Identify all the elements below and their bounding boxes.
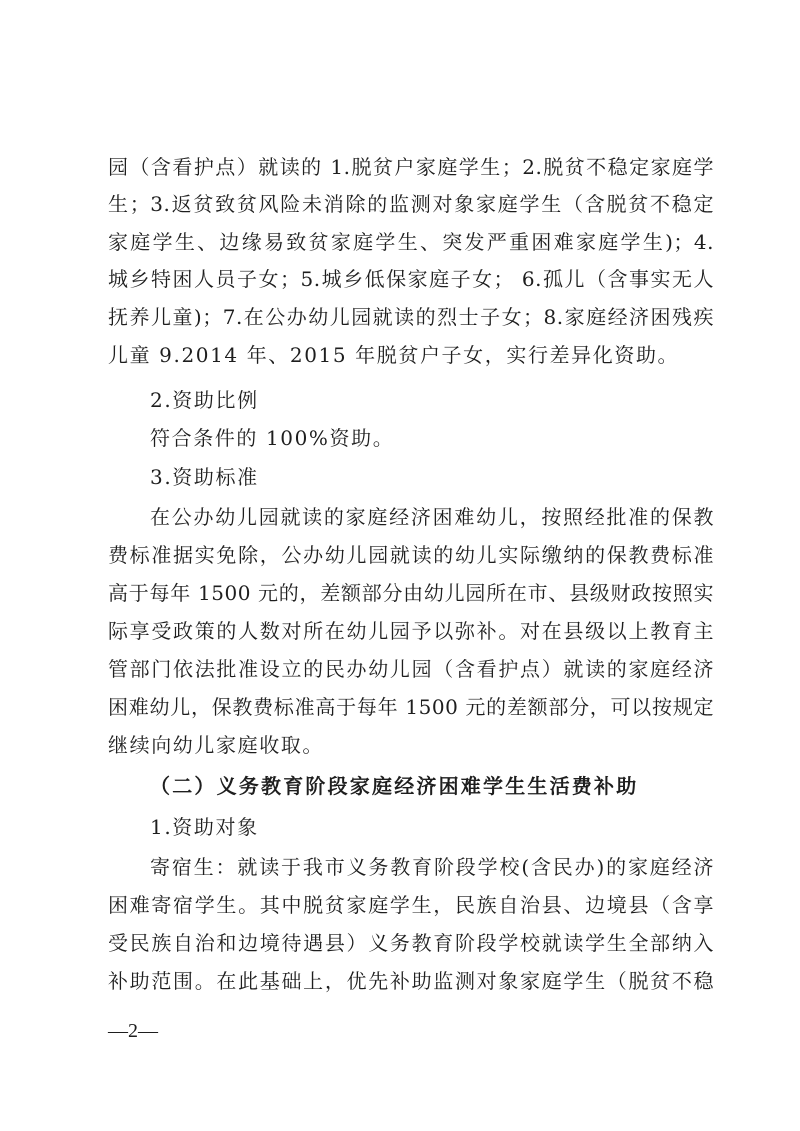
body-text-line: 寄宿生：就读于我市义务教育阶段学校(含民办)的家庭经济 — [150, 855, 714, 879]
body-text-line: 费标准据实免除，公办幼儿园就读的幼儿实际缴纳的保教费标准 — [108, 543, 714, 567]
body-text-line: 抚养儿童)；7.在公办幼儿园就读的烈士子女；8.家庭经济困残疾 — [108, 305, 714, 329]
section-subheading: 1.资助对象 — [150, 815, 259, 839]
body-text-line: 生；3.返贫致贫风险未消除的监测对象家庭学生（含脱贫不稳定 — [108, 192, 714, 216]
body-text-line: 园（含看护点）就读的 1.脱贫户家庭学生；2.脱贫不稳定家庭学 — [108, 155, 714, 179]
body-text-line: 高于每年 1500 元的，差额部分由幼儿园所在市、县级财政按照实 — [108, 581, 714, 605]
page-number: —2— — [108, 1020, 158, 1042]
body-text-line: 儿童 9.2014 年、2015 年脱贫户子女，实行差异化资助。 — [108, 343, 680, 367]
section-heading: （二）义务教育阶段家庭经济困难学生生活费补助 — [150, 774, 639, 798]
body-text-line: 城乡特困人员子女；5.城乡低保家庭子女； 6.孤儿（含事实无人 — [108, 267, 714, 291]
section-subheading: 3.资助标准 — [150, 465, 259, 489]
body-text-line: 受民族自治和边境待遇县）义务教育阶段学校就读学生全部纳入 — [108, 931, 714, 955]
body-text-line: 继续向幼儿家庭收取。 — [108, 733, 324, 757]
body-text-line: 符合条件的 100%资助。 — [150, 426, 395, 450]
body-text-line: 补助范围。在此基础上，优先补助监测对象家庭学生（脱贫不稳 — [108, 969, 714, 993]
body-text-line: 际享受政策的人数对所在幼儿园予以弥补。对在县级以上教育主 — [108, 619, 714, 643]
body-text-line: 管部门依法批准设立的民办幼儿园（含看护点）就读的家庭经济 — [108, 657, 714, 681]
body-text-line: 困难幼儿，保教费标准高于每年 1500 元的差额部分，可以按规定 — [108, 695, 714, 719]
body-text-line: 家庭学生、边缘易致贫家庭学生、突发严重困难家庭学生)；4. — [108, 230, 714, 254]
section-subheading: 2.资助比例 — [150, 388, 259, 412]
body-text-line: 在公办幼儿园就读的家庭经济困难幼儿，按照经批准的保教 — [150, 505, 714, 529]
body-text-line: 困难寄宿学生。其中脱贫家庭学生，民族自治县、边境县（含享 — [108, 893, 714, 917]
